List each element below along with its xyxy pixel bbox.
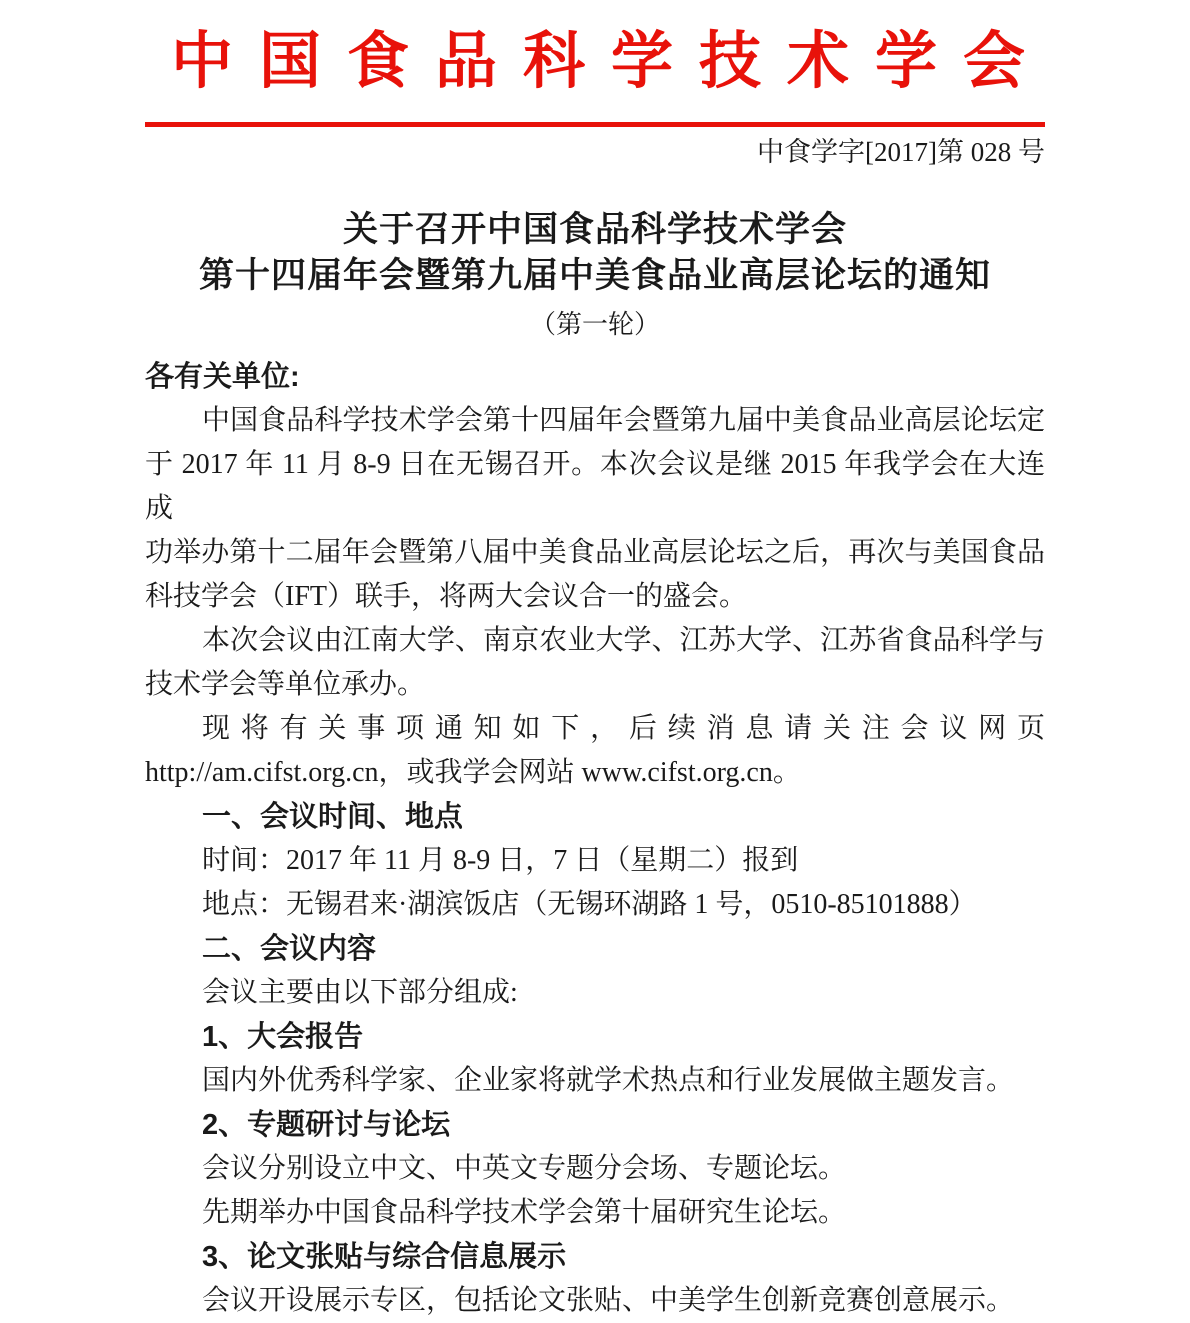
body-line-notice-urls: http://am.cifst.org.cn，或我学会网站 www.cifst.org.cn。 [145, 757, 801, 788]
document-page [0, 22, 1190, 1316]
subsection2-text-1: 会议分别设立中文、中英文专题分会场、专题论坛。 [202, 1153, 847, 1184]
body-line-notice-1: 现将有关事项通知如下，后续消息请关注会议网页 [202, 713, 1045, 744]
section-heading-2: 二、会议内容 [202, 933, 377, 965]
subsection-heading-1: 1、大会报告 [202, 1021, 364, 1053]
letterhead-title: 中国食品科学技术学会 [171, 28, 1052, 96]
body-line-intro-2: 于 2017 年 11 月 8-9 日在无锡召开。本次会议是继 2015 年我学会在大连成 [145, 449, 1045, 524]
notice-title-line2: 第十四届年会暨第九届中美食品业高层论坛的通知 [198, 256, 991, 295]
notice-body [145, 355, 1045, 1323]
document-number: 中食学字[2017]第 028 号 [757, 137, 1045, 167]
subsection2-text-2: 先期举办中国食品科学技术学会第十届研究生论坛。 [202, 1197, 847, 1228]
subsection-heading-3: 3、论文张贴与综合信息展示 [202, 1241, 567, 1273]
body-line-hosts-1: 本次会议由江南大学、南京农业大学、江苏大学、江苏省食品科学与 [202, 625, 1045, 656]
body-line-intro-1: 中国食品科学技术学会第十四届年会暨第九届中美食品业高层论坛定 [202, 405, 1045, 436]
body-line-intro-4: 科技学会（IFT）联手，将两大会议合一的盛会。 [145, 581, 748, 612]
letterhead-divider [145, 122, 1045, 127]
notice-title [145, 207, 1045, 299]
notice-title-line1: 关于召开中国食品科学技术学会 [342, 210, 847, 249]
body-line-intro-3: 功举办第十二届年会暨第八届中美食品业高层论坛之后，再次与美国食品 [145, 537, 1045, 568]
meeting-place-line: 地点：无锡君来·湖滨饭店（无锡环湖路 1 号，0510-85101888） [202, 889, 977, 920]
section2-intro-line: 会议主要由以下部分组成: [202, 977, 518, 1008]
subsection1-text: 国内外优秀科学家、企业家将就学术热点和行业发展做主题发言。 [202, 1065, 1015, 1096]
salutation: 各有关单位: [145, 361, 300, 393]
subsection-heading-2: 2、专题研讨与论坛 [202, 1109, 451, 1141]
notice-round-note: （第一轮） [529, 310, 660, 339]
subsection3-text: 会议开设展示专区，包括论文张贴、中美学生创新竞赛创意展示。 [202, 1285, 1015, 1316]
body-line-hosts-2: 技术学会等单位承办。 [145, 669, 426, 700]
meeting-time-line: 时间：2017 年 11 月 8-9 日，7 日（星期二）报到 [202, 845, 799, 876]
section-heading-1: 一、会议时间、地点 [202, 801, 464, 833]
